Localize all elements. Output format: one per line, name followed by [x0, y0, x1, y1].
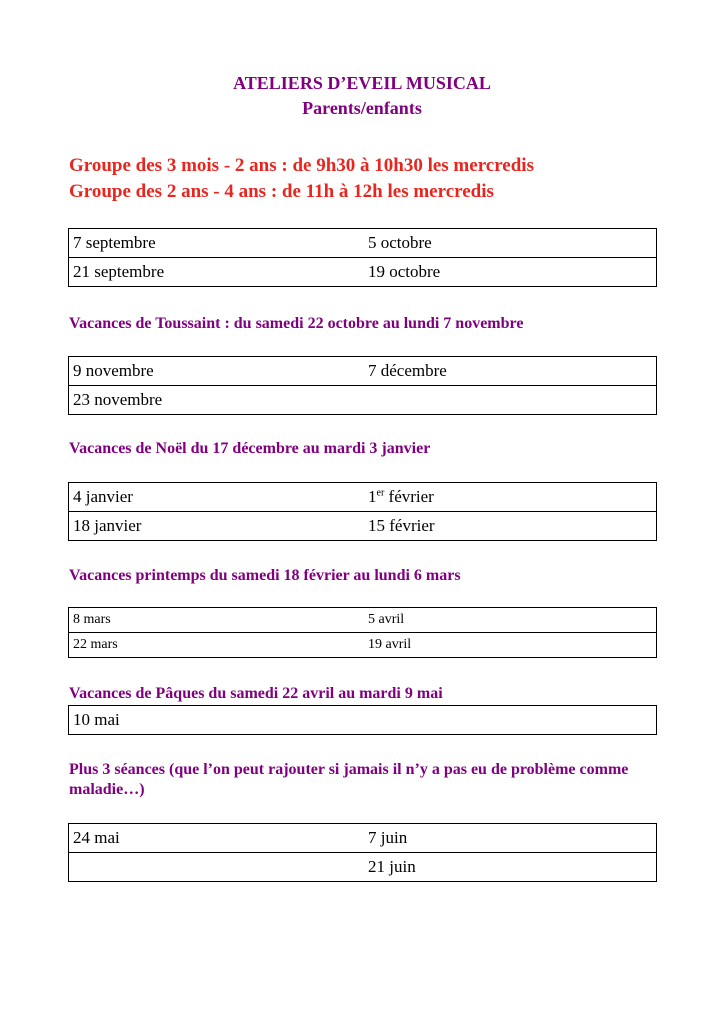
dates-table-5 [68, 705, 657, 735]
holiday-heading-paques: Vacances de Pâques du samedi 22 avril au mardi 9 mai [69, 685, 443, 702]
dates-table-3 [68, 482, 657, 541]
date-cell: 21 juin [361, 853, 657, 882]
group-schedule-1: Groupe des 3 mois - 2 ans : de 9h30 à 10h30 les mercredis [69, 155, 534, 176]
date-cell: 7 septembre [69, 229, 362, 258]
date-cell: 19 avril [361, 633, 657, 658]
date-month: février [384, 487, 434, 506]
table-row [69, 824, 657, 853]
table-row [69, 229, 657, 258]
holiday-heading-noel: Vacances de Noël du 17 décembre au mardi 3 janvier [69, 440, 431, 457]
date-cell: 7 juin [361, 824, 657, 853]
dates-table-6 [68, 823, 657, 882]
date-cell [361, 483, 657, 512]
holiday-heading-toussaint: Vacances de Toussaint : du samedi 22 octobre au lundi 7 novembre [69, 315, 524, 332]
table-row [69, 483, 657, 512]
date-cell: 24 mai [69, 824, 362, 853]
page-title: ATELIERS D’EVEIL MUSICAL [233, 73, 491, 93]
table-row [69, 386, 657, 415]
table-row [69, 357, 657, 386]
page-subtitle: Parents/enfants [302, 98, 422, 118]
dates-table-4 [68, 607, 657, 658]
ordinal-superscript: er [376, 487, 385, 499]
date-cell: 9 novembre [69, 357, 362, 386]
dates-table-2 [68, 356, 657, 415]
table-row [69, 633, 657, 658]
date-cell: 21 septembre [69, 258, 362, 287]
group-schedule-2: Groupe des 2 ans - 4 ans : de 11h à 12h les mercredis [69, 181, 494, 202]
date-cell: 7 décembre [361, 357, 657, 386]
date-cell: 23 novembre [69, 386, 362, 415]
dates-table-1 [68, 228, 657, 287]
table-row [69, 512, 657, 541]
date-cell [69, 853, 362, 882]
date-cell: 5 avril [361, 608, 657, 633]
date-cell [361, 386, 657, 415]
date-cell: 4 janvier [69, 483, 362, 512]
table-row [69, 706, 657, 735]
date-cell: 5 octobre [361, 229, 657, 258]
date-cell: 19 octobre [361, 258, 657, 287]
date-day: 1 [368, 487, 377, 506]
table-row [69, 608, 657, 633]
date-cell: 22 mars [69, 633, 362, 658]
date-cell: 10 mai [69, 706, 657, 735]
table-row [69, 258, 657, 287]
table-row [69, 853, 657, 882]
date-cell: 8 mars [69, 608, 362, 633]
date-cell: 18 janvier [69, 512, 362, 541]
holiday-heading-printemps: Vacances printemps du samedi 18 février au lundi 6 mars [69, 567, 461, 584]
date-cell: 15 février [361, 512, 657, 541]
extra-sessions-note: Plus 3 séances (que l’on peut rajouter si jamais il n’y a pas eu de problème comme maladie…) [69, 761, 629, 798]
